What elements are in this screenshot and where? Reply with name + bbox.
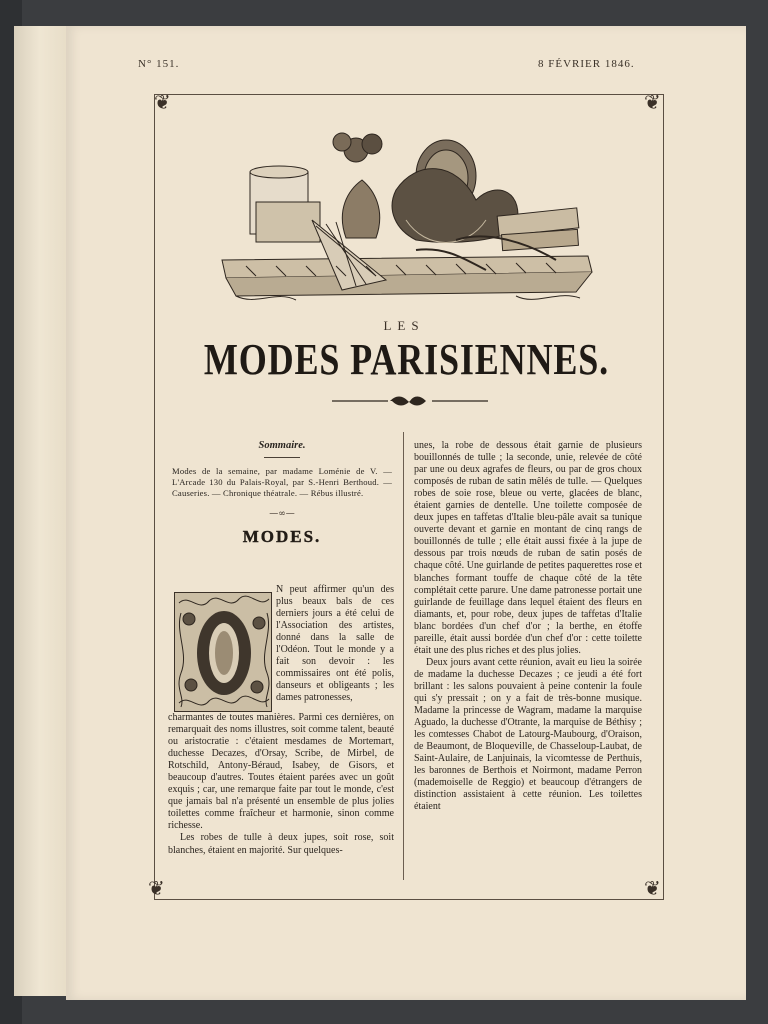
rule-divider <box>264 457 300 458</box>
corner-ornament-icon: ❦ <box>154 90 171 114</box>
right-column <box>414 440 642 813</box>
section-heading: MODES. <box>242 527 322 546</box>
corner-ornament-icon: ❦ <box>148 876 165 900</box>
intro-paragraph <box>276 584 394 704</box>
issue-number: N° 151. <box>138 58 180 70</box>
corner-ornament-icon: ❦ <box>644 876 661 900</box>
small-flourish-icon: —∞— <box>269 509 295 519</box>
sommaire-text: Modes de la semaine, par madame Loménie de V. — L'Arcade 130 du Palais-Royal, par S.-Henri Berthoud. — Causeries. — Chronique théatrale. — Rébus illustré. <box>172 466 392 498</box>
left-body <box>168 712 394 857</box>
issue-date: 8 FÉVRIER 1846. <box>538 58 635 70</box>
sommaire-title: Sommaire. <box>258 440 306 451</box>
column-divider <box>403 432 404 880</box>
masthead-article: LES <box>383 318 425 333</box>
paragraph: unes, la robe de dessous était garnie de plusieurs bouillonnés de tulle ; la seconde, unie, relevée de côté par une ou deux agrafes de fleurs, ou par de gros choux composés de ruban de satin mêlés de tulle. — Quelques robes de soie rose, bleue ou verte, glacées de blanc, étaient garnies de dentelle. Une toilette composée de deux jupes en taffetas d'Italie bleu-pâle avait sa tunique ouverte devant et garnie en montant de cinq rangs de bouillonnés de tulle ; elle était aussi fixée à la jupe de dessous par trois nœuds de ruban de satin posés de chaque côté. Une guirlande de petites paquerettes rose et blanches formant touffe de chaque côté de la tête complétait cette parure. Une dame patronesse portait une guirlande de feuillage dans lequel étaient des fleurs en diamants, et, pour robe, deux jupes de taffetas d'Italie blanc bordées d'un chef d'or ; la berthe, en étoffe pareille, était aussi bordée d'un chef d'or : cette toilette était une des plus riches et des plus jolies. <box>414 440 642 656</box>
corner-ornament-icon: ❦ <box>644 90 661 114</box>
still-life-engraving <box>216 120 596 310</box>
title-flourish-icon <box>330 394 490 408</box>
left-column <box>168 436 396 557</box>
masthead-title: MODES PARISIENNES. <box>203 335 609 384</box>
paragraph: charmantes de toutes manières. Parmi ces dernières, on remarquait des noms illustres, soit comme talent, beauté ou aristocratie : c'étaient mesdames de Mortemart, duchesse Decazes, d'Orsay, Scribe, de Mirbel, de Rotschild, Antony-Béraud, Isabey, de Gisors, et beaucoup d'autres. Toutes étaient parées avec un goût exquis ; car, une remarque faite par tout le monde, c'est que jamais bal n'a présenté un ensemble de plus jolies toilettes comme fraîcheur et harmonie, sinon comme richesse. <box>168 712 394 832</box>
book-spine <box>14 26 72 996</box>
paragraph: Les robes de tulle à deux jupes, soit rose, soit blanches, étaient en majorité. Sur quelques- <box>168 832 394 856</box>
intro-text: N peut affirmer qu'un des plus beaux bals de ces derniers jours a été celui de l'Association des artistes, donné dans la salle de l'Odéon. Tout le monde y a fait son devoir : les commissaires ont été polis, danseurs et obligeants ; les dames patronesses, <box>276 584 394 704</box>
dropcap-o-icon <box>174 592 272 712</box>
paragraph: Deux jours avant cette réunion, avait eu lieu la soirée de madame la duchesse Decazes ; ce jeudi a été fort brillant : les salons pouvaient à peine contenir la foule qui s'y pressait ; on y a fait de très-bonne musique. Madame la princesse de Wagram, madame la marquise Aguado, la duchesse d'Otrante, la marquise de Béthisy ; les comtesses Chabot de Latourg-Maubourg, d'Oraison, de Beaumont, de Bloqueville, de Chasseloup-Laubat, de Saint-Aulaire, de Lanjuinais, la vicomtesse de Perthuis, les baronnes de Berthois et Noirmont, madame Perron (mademoiselle de Reggio) et beaucoup d'étrangers de distinction assistaient à cette réunion. Les toilettes étaient <box>414 656 642 813</box>
